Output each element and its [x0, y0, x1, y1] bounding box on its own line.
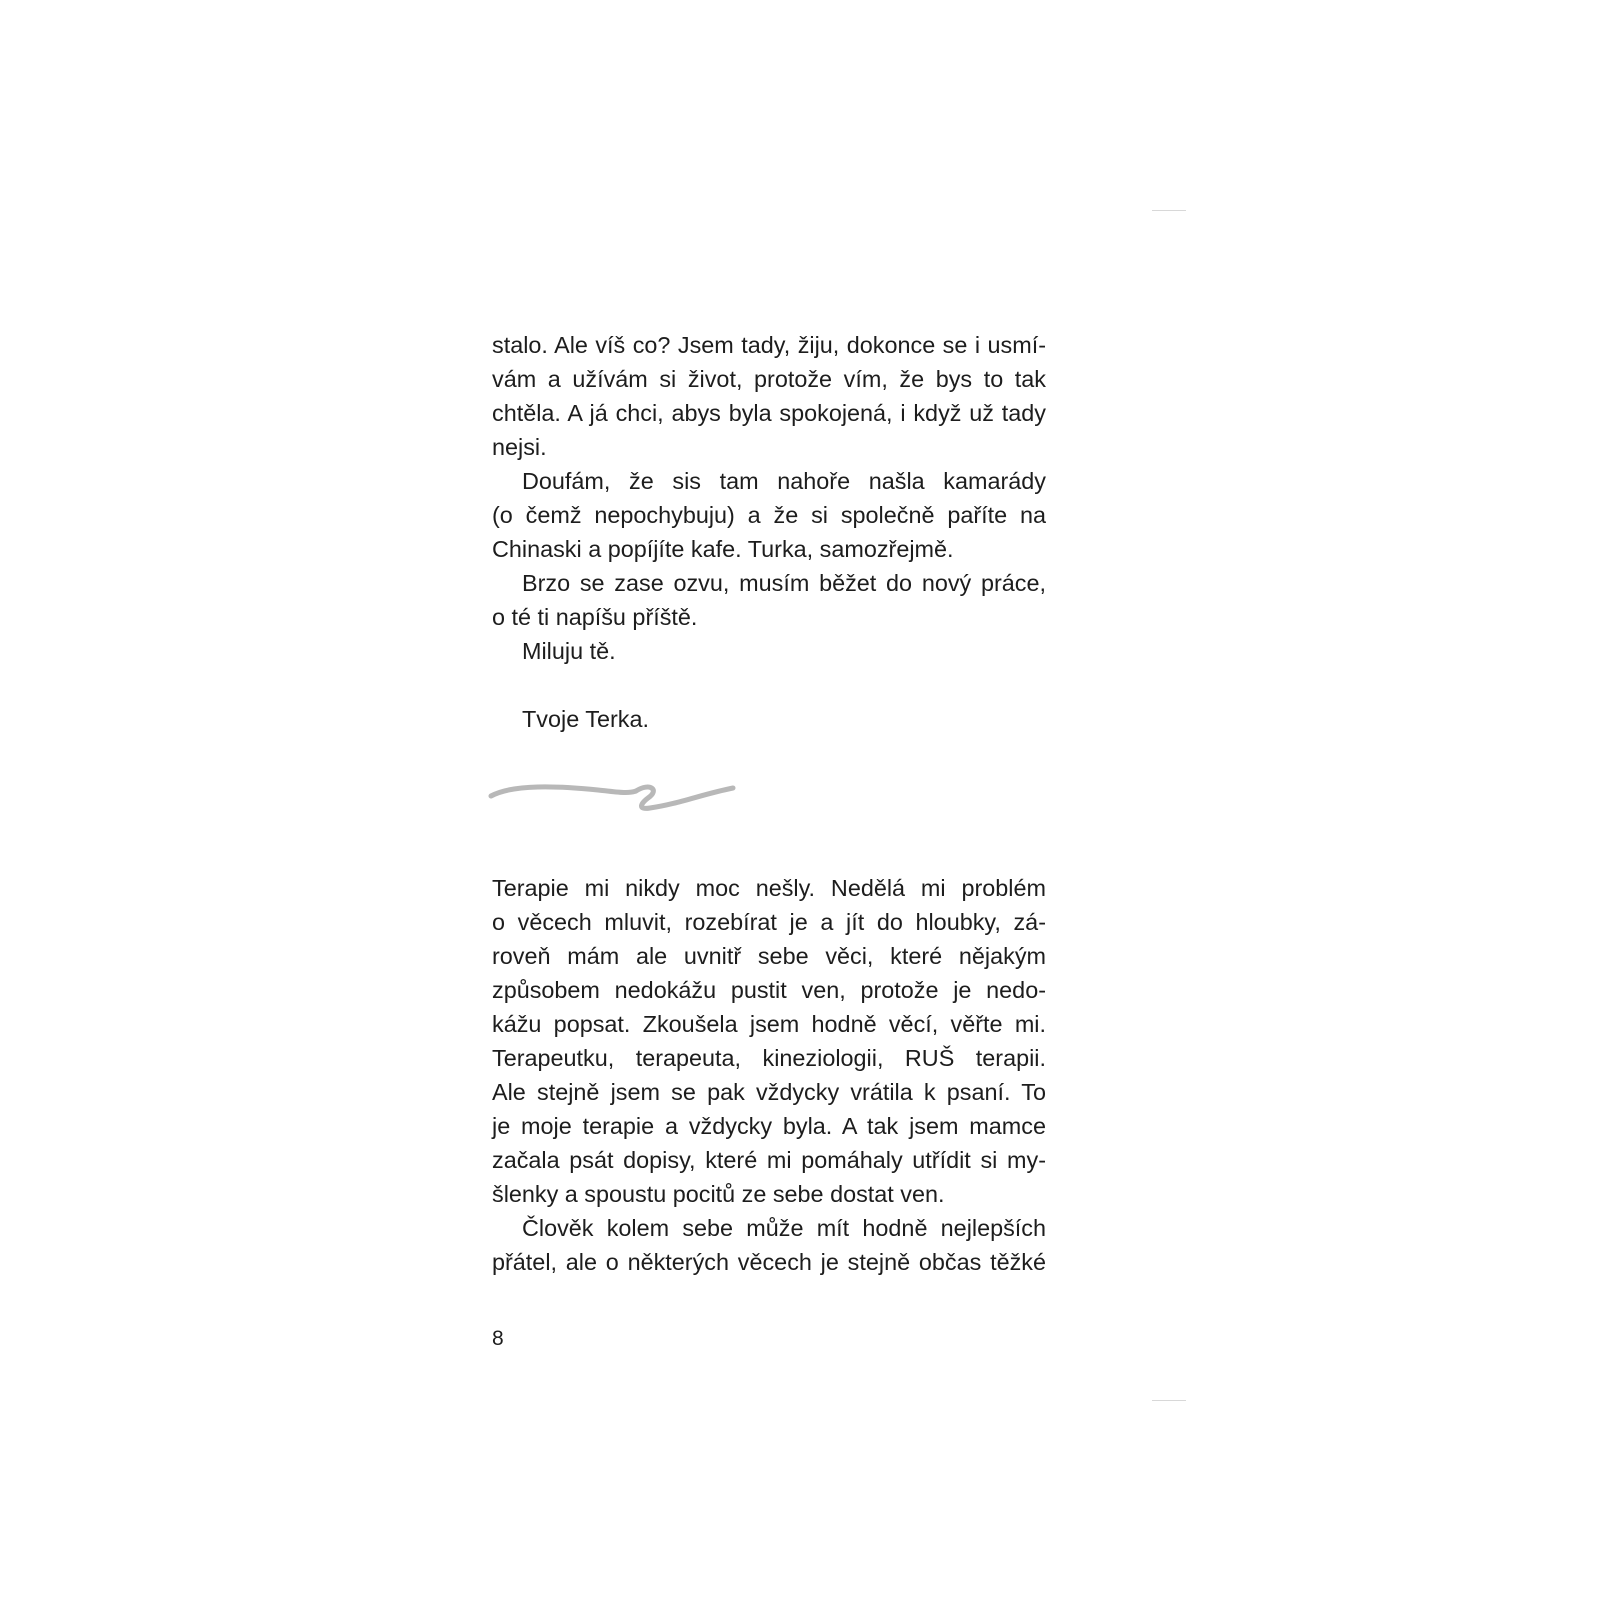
text-line: roveň mám ale uvnitř sebe věci, které nějakým [492, 943, 1046, 969]
text-line: Doufám, že sis tam nahoře našla kamarády [522, 468, 1046, 494]
text-line: Ale stejně jsem se pak vždycky vrátila k psaní. To [492, 1079, 1046, 1105]
crop-mark-bottom [1152, 1400, 1186, 1401]
text-line: (o čemž nepochybuju) a že si společně paříte na [492, 502, 1046, 528]
blank-line [492, 668, 1046, 702]
letter-text-block [492, 328, 1046, 736]
essay-text-block [492, 871, 1046, 1279]
text-line: vám a užívám si život, protože vím, že bys to tak [492, 366, 1046, 392]
text-line: o věcech mluvit, rozebírat je a jít do hloubky, zá- [492, 909, 1046, 935]
text-line: Člověk kolem sebe může mít hodně nejlepších [522, 1215, 1046, 1241]
page-number: 8 [492, 1327, 504, 1350]
text-line: přátel, ale o některých věcech je stejně občas těžké [492, 1249, 1046, 1275]
text-line: stalo. Ale víš co? Jsem tady, žiju, dokonce se i usmí- [492, 332, 1046, 358]
flourish-divider-icon [488, 776, 738, 816]
text-line: kážu popsat. Zkoušela jsem hodně věcí, věřte mi. [492, 1011, 1046, 1037]
text-line: šlenky a spoustu pocitů ze sebe dostat ven. [492, 1181, 945, 1207]
text-line: je moje terapie a vždycky byla. A tak jsem mamce [492, 1113, 1046, 1139]
text-line: Terapie mi nikdy moc nešly. Nedělá mi problém [492, 875, 1046, 901]
crop-mark-top [1152, 210, 1186, 211]
text-line: nejsi. [492, 434, 547, 460]
text-line: Brzo se zase ozvu, musím běžet do nový práce, [522, 570, 1046, 596]
text-line: o té ti napíšu příště. [492, 604, 698, 630]
text-line: způsobem nedokážu pustit ven, protože je nedo- [492, 977, 1046, 1003]
signature-line: Tvoje Terka. [522, 706, 649, 732]
text-line: Chinaski a popíjíte kafe. Turka, samozřejmě. [492, 536, 954, 562]
text-line: chtěla. A já chci, abys byla spokojená, i když už tady [492, 400, 1046, 426]
text-line: Terapeutku, terapeuta, kineziologii, RUŠ terapii. [492, 1045, 1046, 1071]
text-line: začala psát dopisy, které mi pomáhaly utřídit si my- [492, 1147, 1046, 1173]
text-line: Miluju tě. [522, 638, 616, 664]
